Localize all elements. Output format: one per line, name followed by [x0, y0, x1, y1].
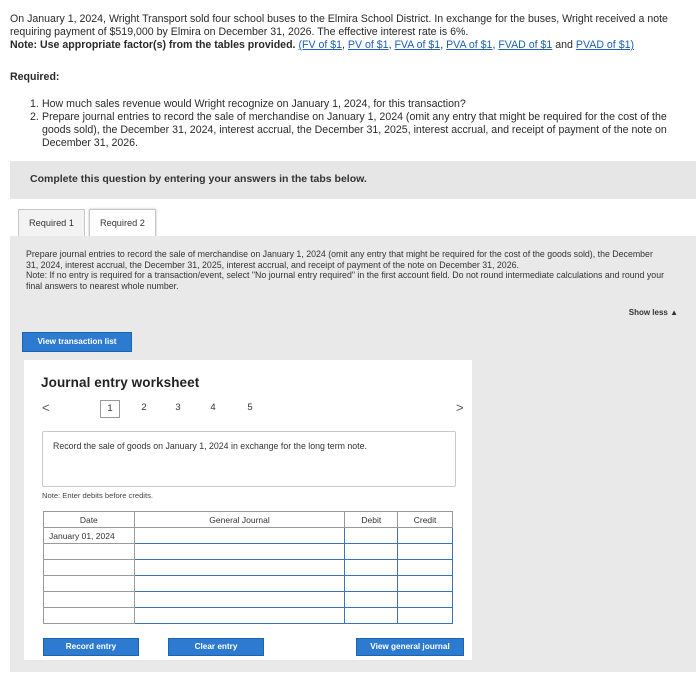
required-list: [30, 98, 675, 150]
chevron-right-icon[interactable]: >: [456, 400, 464, 415]
column-header-credit: Credit: [398, 512, 453, 528]
required-item: [30, 98, 675, 111]
credit-input[interactable]: [398, 608, 453, 624]
credit-input[interactable]: [398, 592, 453, 608]
journal-entry-worksheet: [24, 360, 472, 660]
column-header-date: Date: [44, 512, 135, 528]
required-item-number: 1.: [30, 98, 39, 110]
instructions-bar-text: Complete this question by entering your answers in the tabs below.: [30, 173, 367, 185]
debit-input[interactable]: [345, 544, 398, 560]
entry-description: Record the sale of goods on January 1, 2024 in exchange for the long term note.: [42, 431, 456, 487]
worksheet-title: Journal entry worksheet: [41, 375, 200, 390]
column-header-general-journal: General Journal: [134, 512, 345, 528]
link-fv-of-1[interactable]: (FV of $1: [298, 39, 343, 51]
page-5[interactable]: 5: [247, 402, 253, 413]
required-item-number: 2.: [30, 111, 39, 123]
debit-input[interactable]: [345, 560, 398, 576]
debit-input[interactable]: [345, 576, 398, 592]
instruction-note: Note: If no entry is required for a transaction/event, select "No journal entry required" in the first account field. Do not round intermediate calculations and round your final answers to nearest whole number.: [26, 270, 665, 291]
instruction-text: Prepare journal entries to record the sale of merchandise on January 1, 2024 (omit any entry that might be required for the cost of the goods sold), the December 31, 2024, interest accrual, the December 31, 2025, interest accrual, and receipt of payment of the note on December 31, 2026.: [26, 249, 653, 270]
credit-input[interactable]: [398, 544, 453, 560]
table-row: [44, 544, 453, 560]
page-2[interactable]: 2: [141, 402, 147, 413]
journal-header-row: [44, 512, 453, 528]
required-item-text: How much sales revenue would Wright recognize on January 1, 2024, for this transaction?: [42, 98, 466, 110]
page-3[interactable]: 3: [175, 402, 181, 413]
debit-input[interactable]: [345, 528, 398, 544]
worksheet-pager: [38, 402, 468, 418]
date-cell: January 01, 2024: [44, 528, 135, 544]
required-item-text: Prepare journal entries to record the sale of merchandise on January 1, 2024 (omit any entry that might be required for the cost of the goods sold), the December 31, 2024, interest accrual, the December 31, 2025, interest accrual, and receipt of payment of the note on December 31, 2026.: [42, 111, 667, 149]
tables-note-label: Note: Use appropriate factor(s) from the tables provided.: [10, 39, 296, 51]
date-cell: [44, 608, 135, 624]
page-1[interactable]: 1: [100, 400, 120, 418]
account-input[interactable]: [134, 544, 345, 560]
panel-instructions: [26, 249, 666, 291]
page-4[interactable]: 4: [210, 402, 216, 413]
credit-input[interactable]: [398, 576, 453, 592]
required-heading: Required:: [10, 71, 60, 83]
tab-required-1[interactable]: Required 1: [18, 209, 85, 237]
column-header-debit: Debit: [345, 512, 398, 528]
link-pva-of-1[interactable]: PVA of $1: [446, 39, 493, 51]
table-row: [44, 560, 453, 576]
view-general-journal-button[interactable]: View general journal: [356, 638, 464, 656]
table-row: [44, 528, 453, 544]
date-cell: [44, 592, 135, 608]
tables-note: Note: Use appropriate factor(s) from the tables provided. (FV of $1, PV of $1, FVA of $1, PVA of $1, FVAD of $1 and PVAD of $1): [10, 39, 635, 51]
instructions-bar: [10, 161, 696, 199]
show-less-toggle[interactable]: Show less ▲: [628, 308, 678, 317]
table-row: [44, 608, 453, 624]
date-cell: [44, 576, 135, 592]
date-cell: [44, 544, 135, 560]
tab-strip: [18, 209, 156, 237]
link-pvad-of-1[interactable]: PVAD of $1): [575, 39, 635, 51]
record-entry-button[interactable]: Record entry: [43, 638, 139, 656]
chevron-left-icon[interactable]: <: [42, 400, 50, 415]
debits-note: Note: Enter debits before credits.: [42, 491, 154, 500]
link-fvad-of-1[interactable]: FVAD of $1: [498, 39, 553, 51]
date-cell: [44, 560, 135, 576]
account-input[interactable]: [134, 528, 345, 544]
and-text: and: [555, 39, 573, 51]
account-input[interactable]: [134, 560, 345, 576]
debit-input[interactable]: [345, 592, 398, 608]
view-transaction-list-button[interactable]: View transaction list: [22, 332, 132, 352]
credit-input[interactable]: [398, 528, 453, 544]
credit-input[interactable]: [398, 560, 453, 576]
link-pv-of-1[interactable]: PV of $1: [347, 39, 389, 51]
account-input[interactable]: [134, 576, 345, 592]
link-fva-of-1[interactable]: FVA of $1: [394, 39, 441, 51]
account-input[interactable]: [134, 608, 345, 624]
journal-table: [43, 511, 453, 624]
debit-input[interactable]: [345, 608, 398, 624]
account-input[interactable]: [134, 592, 345, 608]
tab-required-2[interactable]: Required 2: [89, 209, 156, 237]
problem-statement: [10, 13, 690, 52]
problem-text: On January 1, 2024, Wright Transport sold four school buses to the Elmira School District. In exchange for the buses, Wright received a note requiring payment of $519,000 by Elmira on December 31, 2026. The effective interest rate is 6%.: [10, 13, 668, 38]
required-item: [30, 111, 675, 150]
table-row: [44, 576, 453, 592]
clear-entry-button[interactable]: Clear entry: [168, 638, 264, 656]
table-row: [44, 592, 453, 608]
